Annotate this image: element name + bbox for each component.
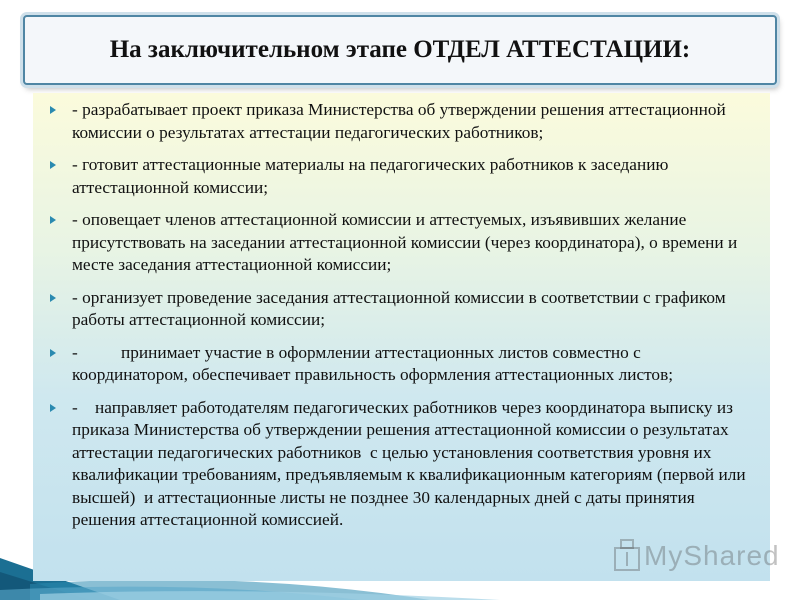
watermark-logo-icon (612, 538, 642, 572)
triangle-bullet-icon (50, 404, 56, 412)
list-item (50, 99, 758, 144)
page-title: На заключительном этапе ОТДЕЛ АТТЕСТАЦИИ: (109, 36, 691, 63)
watermark-text: MyShared (644, 540, 780, 571)
list-item (50, 209, 758, 277)
list-item-text: - организует проведение заседания аттестационной комиссии в соответствии с графиком работы аттестационной комиссии; (72, 287, 726, 329)
list-item (50, 154, 758, 199)
list-item (50, 287, 758, 332)
triangle-bullet-icon (50, 161, 56, 169)
list-item (50, 342, 758, 387)
list-item-text: - принимает участие в оформлении аттестационных листов совместно с координатором, обеспечивает правильность оформления аттестационных листов; (72, 342, 674, 384)
list-item-text: - готовит аттестационные материалы на педагогических работников к заседанию аттестационной комиссии; (72, 155, 669, 197)
triangle-bullet-icon (50, 294, 56, 302)
title-box (23, 15, 777, 85)
watermark (610, 538, 780, 574)
responsibilities-list (50, 99, 758, 532)
list-item-text: - разрабатывает проект приказа Министерства об утверждении решения аттестационной комиссии о результатах аттестации педагогических работников; (72, 100, 726, 142)
content-panel (33, 93, 770, 581)
list-item (50, 397, 758, 532)
triangle-bullet-icon (50, 106, 56, 114)
triangle-bullet-icon (50, 216, 56, 224)
list-item-text: - направляет работодателям педагогических работников через координатора выписку из приказа Министерства об утверждении решения аттестационной комиссии о результатах аттестации педагогических работников с целью установления соответствия уровня их квалификации требованиям, предъявляемым к квалификационным категориям (первой или высшей) и аттестационные листы не позднее 30 календарных дней с даты принятия решения аттестационной комиссией. (72, 397, 750, 529)
list-item-text: - оповещает членов аттестационной комиссии и аттестуемых, изъявивших желание присутствовать на заседании аттестационной комиссии (через координатора), о времени и месте заседания аттестационной комиссии; (72, 210, 738, 274)
triangle-bullet-icon (50, 349, 56, 357)
